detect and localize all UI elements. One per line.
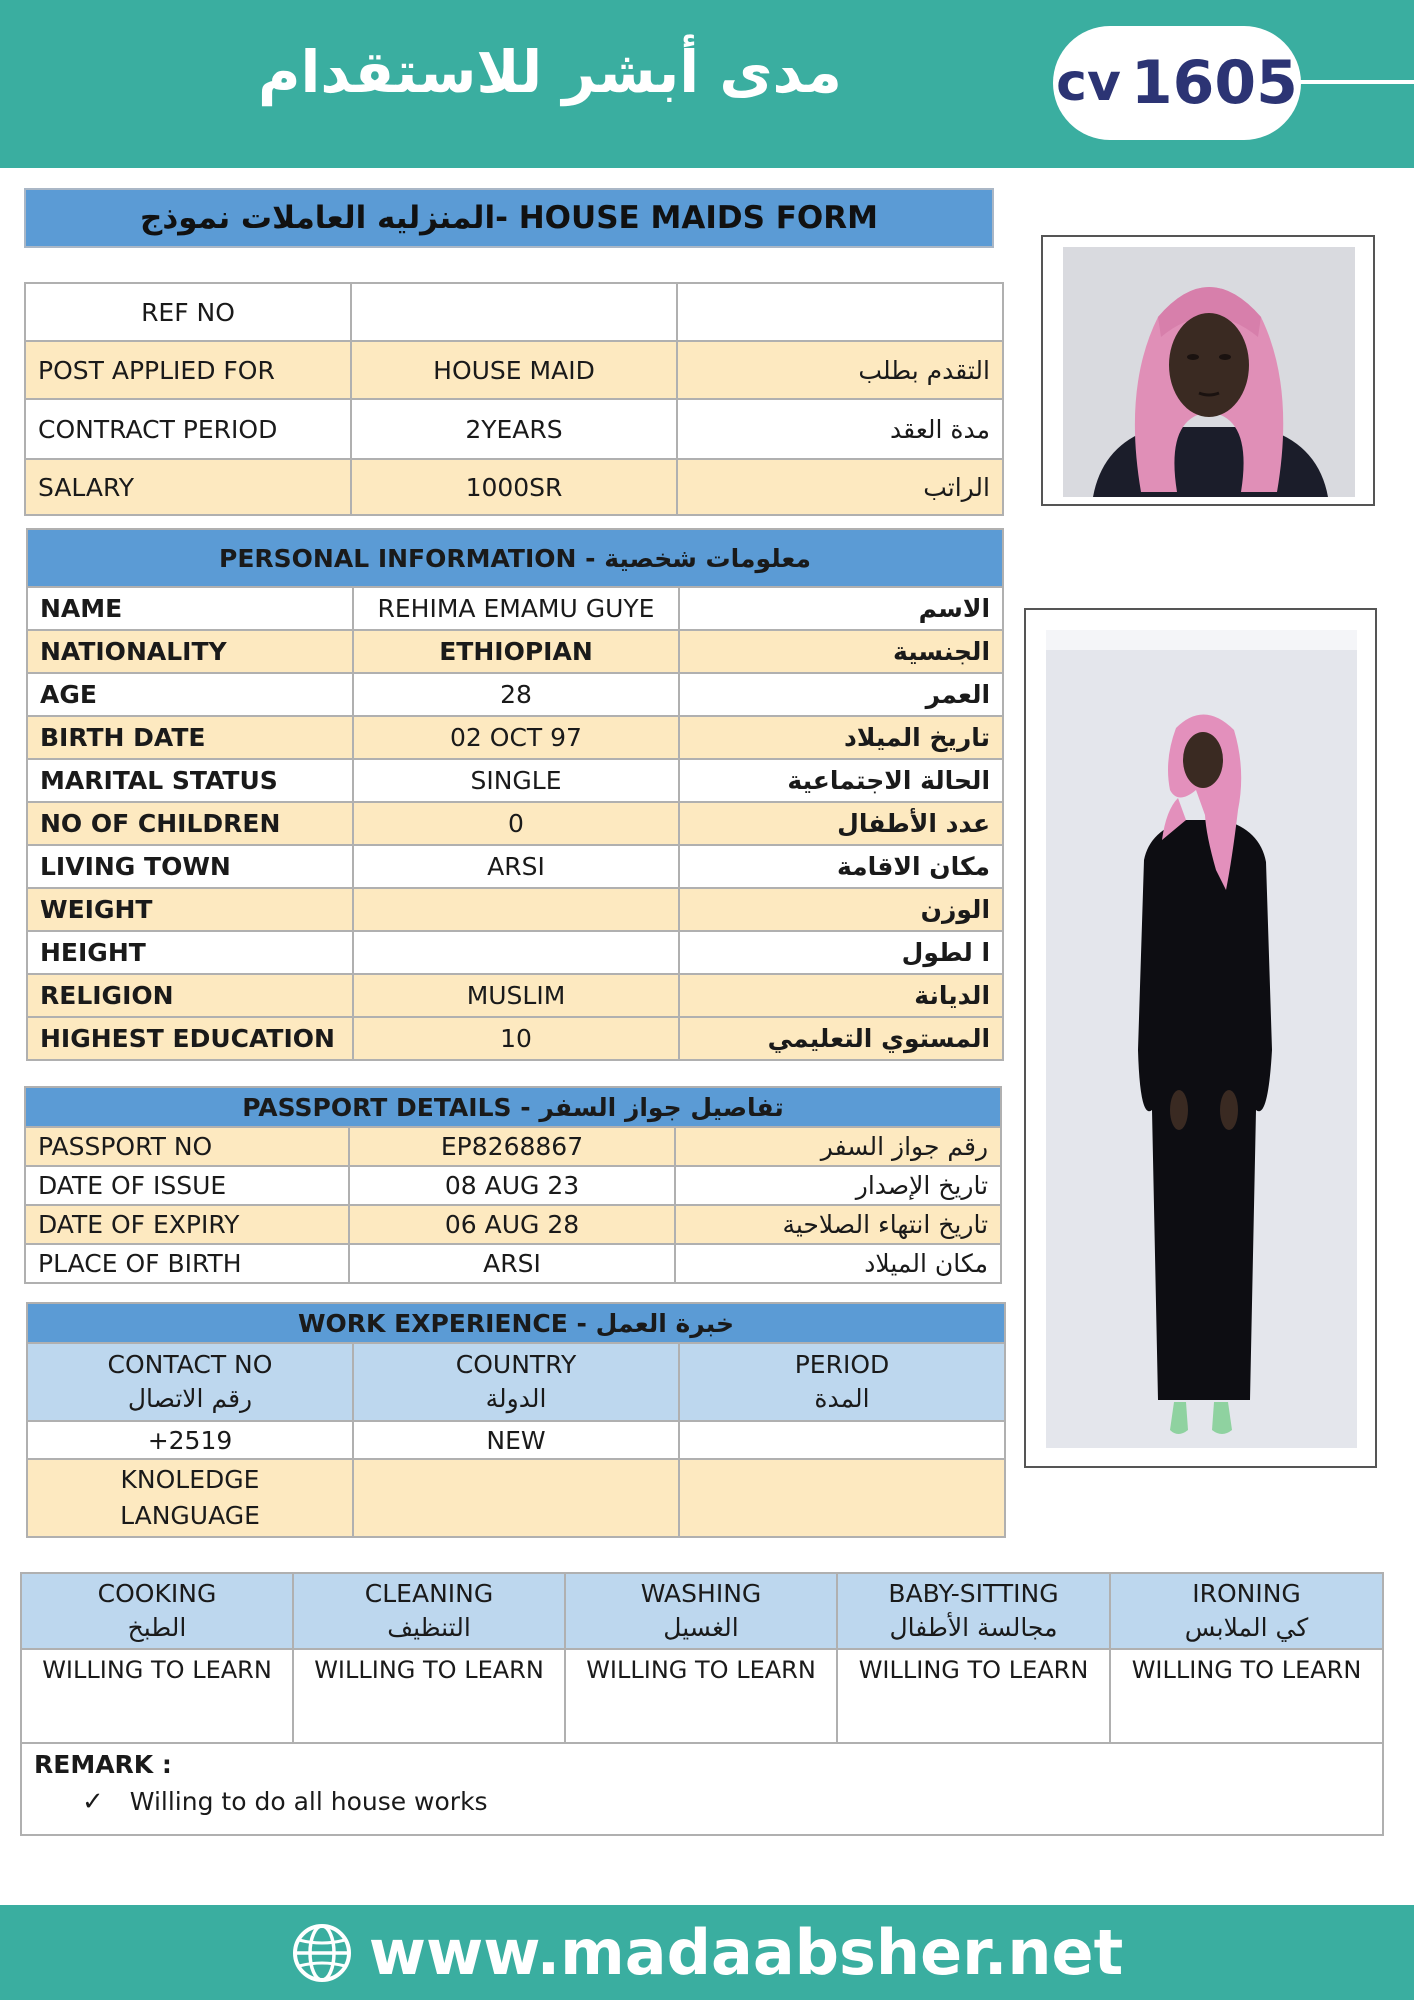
town-label: LIVING TOWN	[27, 845, 353, 888]
height-arabic: ا لطول	[679, 931, 1003, 974]
skill-value-babysitting: WILLING TO LEARN	[837, 1649, 1110, 1743]
passport-no-arabic: رقم جواز السفر	[675, 1127, 1001, 1166]
skill-header-cooking	[21, 1573, 293, 1649]
skill-value-cleaning: WILLING TO LEARN	[293, 1649, 565, 1743]
skill-en: COOKING	[97, 1579, 217, 1608]
table-row	[25, 1205, 1001, 1244]
remark-item	[34, 1787, 1370, 1817]
birthplace-value: ARSI	[349, 1244, 675, 1283]
religion-value: MUSLIM	[353, 974, 679, 1017]
birthplace-arabic: مكان الميلاد	[675, 1244, 1001, 1283]
birthdate-value: 02 OCT 97	[353, 716, 679, 759]
table-row	[27, 587, 1003, 630]
education-value: 10	[353, 1017, 679, 1060]
full-body-illustration	[1046, 630, 1357, 1448]
weight-label: WEIGHT	[27, 888, 353, 931]
children-arabic: عدد الأطفال	[679, 802, 1003, 845]
country-value: NEW	[353, 1421, 679, 1459]
contact-en: CONTACT NO	[107, 1350, 273, 1379]
height-label: HEIGHT	[27, 931, 353, 974]
agency-title: مدى أبشر للاستقدام	[258, 38, 842, 106]
check-icon: ✓	[82, 1787, 104, 1817]
job-table	[24, 282, 1004, 516]
work-table	[26, 1302, 1006, 1538]
knowledge-line: KNOLEDGE	[120, 1465, 260, 1494]
passport-table	[24, 1086, 1002, 1284]
town-value: ARSI	[353, 845, 679, 888]
table-row	[25, 399, 1003, 459]
period-column-header	[679, 1343, 1005, 1421]
table-row	[27, 1421, 1005, 1459]
contact-value: +2519	[27, 1421, 353, 1459]
post-label: POST APPLIED FOR	[25, 341, 351, 399]
name-value: REHIMA EMAMU GUYE	[353, 587, 679, 630]
language-value	[679, 1459, 1005, 1537]
town-arabic: مكان الاقامة	[679, 845, 1003, 888]
birthdate-arabic: تاريخ الميلاد	[679, 716, 1003, 759]
age-arabic: العمر	[679, 673, 1003, 716]
remark-cell	[21, 1743, 1383, 1835]
portrait-illustration	[1063, 247, 1355, 497]
header-bar	[0, 0, 1414, 168]
knowledge-value	[353, 1459, 679, 1537]
table-row	[27, 974, 1003, 1017]
footer-bar	[0, 1905, 1414, 2000]
contact-column-header	[27, 1343, 353, 1421]
weight-value	[353, 888, 679, 931]
skill-en: IRONING	[1192, 1579, 1301, 1608]
personal-table	[26, 528, 1004, 1061]
cv-badge	[1053, 26, 1301, 140]
table-row	[27, 931, 1003, 974]
table-row	[25, 459, 1003, 515]
cv-number: 1605	[1130, 48, 1298, 118]
contract-value: 2YEARS	[351, 399, 677, 459]
weight-arabic: الوزن	[679, 888, 1003, 931]
expiry-arabic: تاريخ انتهاء الصلاحية	[675, 1205, 1001, 1244]
skill-header-washing	[565, 1573, 837, 1649]
table-row	[27, 888, 1003, 931]
work-heading: WORK EXPERIENCE - خبرة العمل	[27, 1303, 1005, 1343]
religion-label: RELIGION	[27, 974, 353, 1017]
portrait-photo	[1063, 247, 1355, 497]
age-label: AGE	[27, 673, 353, 716]
nationality-value: ETHIOPIAN	[353, 630, 679, 673]
skill-ar: الغسيل	[663, 1613, 739, 1642]
website-link[interactable]: www.madaabsher.net	[368, 1916, 1124, 1989]
period-en: PERIOD	[794, 1350, 890, 1379]
form-title: المنزليه العاملات نموذج- HOUSE MAIDS FORM	[24, 188, 994, 248]
age-value: 28	[353, 673, 679, 716]
skill-ar: كي الملابس	[1184, 1613, 1309, 1642]
skill-value-ironing: WILLING TO LEARN	[1110, 1649, 1383, 1743]
country-column-header	[353, 1343, 679, 1421]
salary-value: 1000SR	[351, 459, 677, 515]
knowledge-language-label	[27, 1459, 353, 1537]
remark-text: Willing to do all house works	[129, 1787, 488, 1816]
badge-divider	[1300, 80, 1414, 84]
issue-arabic: تاريخ الإصدار	[675, 1166, 1001, 1205]
skill-header-babysitting	[837, 1573, 1110, 1649]
full-body-photo	[1046, 630, 1357, 1448]
skill-header-cleaning	[293, 1573, 565, 1649]
education-label: HIGHEST EDUCATION	[27, 1017, 353, 1060]
table-row	[25, 1127, 1001, 1166]
skill-ar: التنظيف	[387, 1613, 471, 1642]
table-row	[27, 673, 1003, 716]
table-row	[27, 1017, 1003, 1060]
salary-arabic: الراتب	[677, 459, 1003, 515]
birthplace-label: PLACE OF BIRTH	[25, 1244, 349, 1283]
table-row	[27, 802, 1003, 845]
table-row	[25, 1166, 1001, 1205]
table-row	[27, 716, 1003, 759]
issue-value: 08 AUG 23	[349, 1166, 675, 1205]
post-value: HOUSE MAID	[351, 341, 677, 399]
religion-arabic: الديانة	[679, 974, 1003, 1017]
country-ar: الدولة	[485, 1384, 547, 1413]
contact-ar: رقم الاتصال	[127, 1384, 253, 1413]
marital-arabic: الحالة الاجتماعية	[679, 759, 1003, 802]
skill-en: CLEANING	[364, 1579, 494, 1608]
contract-arabic: مدة العقد	[677, 399, 1003, 459]
table-row	[25, 341, 1003, 399]
ref-no-label: REF NO	[25, 283, 351, 341]
table-row	[25, 1244, 1001, 1283]
table-row	[25, 283, 1003, 341]
period-value	[679, 1421, 1005, 1459]
table-row	[27, 759, 1003, 802]
skill-en: WASHING	[640, 1579, 762, 1608]
passport-no-value: EP8268867	[349, 1127, 675, 1166]
name-label: NAME	[27, 587, 353, 630]
passport-heading: PASSPORT DETAILS - تفاصيل جواز السفر	[25, 1087, 1001, 1127]
nationality-label: NATIONALITY	[27, 630, 353, 673]
ref-no-arabic	[677, 283, 1003, 341]
marital-label: MARITAL STATUS	[27, 759, 353, 802]
skill-value-washing: WILLING TO LEARN	[565, 1649, 837, 1743]
remark-label: REMARK :	[34, 1750, 172, 1779]
name-arabic: الاسم	[679, 587, 1003, 630]
skills-table	[20, 1572, 1384, 1836]
birthdate-label: BIRTH DATE	[27, 716, 353, 759]
personal-heading: PERSONAL INFORMATION - معلومات شخصية	[27, 529, 1003, 587]
skill-header-ironing	[1110, 1573, 1383, 1649]
full-body-photo-frame	[1024, 608, 1377, 1468]
table-row	[27, 845, 1003, 888]
skill-en: BABY-SITTING	[888, 1579, 1059, 1608]
ref-no-value	[351, 283, 677, 341]
skill-ar: الطبخ	[127, 1613, 187, 1642]
table-row	[27, 630, 1003, 673]
issue-label: DATE OF ISSUE	[25, 1166, 349, 1205]
marital-value: SINGLE	[353, 759, 679, 802]
children-value: 0	[353, 802, 679, 845]
passport-no-label: PASSPORT NO	[25, 1127, 349, 1166]
salary-label: SALARY	[25, 459, 351, 515]
children-label: NO OF CHILDREN	[27, 802, 353, 845]
skill-ar: مجالسة الأطفال	[889, 1613, 1058, 1642]
period-ar: المدة	[814, 1384, 870, 1413]
country-en: COUNTRY	[455, 1350, 577, 1379]
height-value	[353, 931, 679, 974]
globe-icon	[291, 1922, 353, 1984]
expiry-value: 06 AUG 28	[349, 1205, 675, 1244]
portrait-photo-frame	[1041, 235, 1375, 506]
table-row	[27, 1459, 1005, 1537]
education-arabic: المستوي التعليمي	[679, 1017, 1003, 1060]
post-arabic: التقدم بطلب	[677, 341, 1003, 399]
skill-value-cooking: WILLING TO LEARN	[21, 1649, 293, 1743]
contract-label: CONTRACT PERIOD	[25, 399, 351, 459]
language-line: LANGUAGE	[120, 1501, 260, 1530]
expiry-label: DATE OF EXPIRY	[25, 1205, 349, 1244]
cv-prefix: cv	[1056, 53, 1121, 113]
nationality-arabic: الجنسية	[679, 630, 1003, 673]
